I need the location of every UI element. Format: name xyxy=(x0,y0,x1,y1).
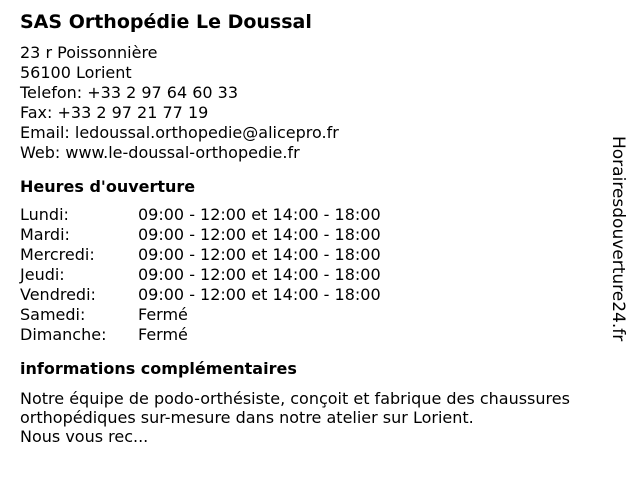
time-range: 09:00 - 12:00 et 14:00 - 18:00 xyxy=(138,285,381,304)
day-label: Dimanche: xyxy=(20,325,107,344)
address-street: 23 r Poissonnière xyxy=(20,43,158,62)
opening-hours-heading: Heures d'ouverture xyxy=(20,177,196,196)
day-label: Vendredi: xyxy=(20,285,96,304)
website-address: Web: www.le-doussal-orthopedie.fr xyxy=(20,143,300,162)
time-range: 09:00 - 12:00 et 14:00 - 18:00 xyxy=(138,265,381,284)
time-range: 09:00 - 12:00 et 14:00 - 18:00 xyxy=(138,245,381,264)
hours-row-monday xyxy=(20,205,440,225)
time-range: 09:00 - 12:00 et 14:00 - 18:00 xyxy=(138,205,381,224)
day-label: Lundi: xyxy=(20,205,69,224)
phone-number: Telefon: +33 2 97 64 60 33 xyxy=(20,83,239,102)
site-watermark: Horairesdouverture24.fr xyxy=(608,136,628,342)
additional-info-heading: informations complémentaires xyxy=(20,359,297,378)
additional-info-text xyxy=(20,389,620,446)
time-range: Fermé xyxy=(138,305,188,324)
time-range: 09:00 - 12:00 et 14:00 - 18:00 xyxy=(138,225,381,244)
business-card xyxy=(20,10,610,446)
description-line: Nous vous rec... xyxy=(20,427,149,446)
hours-row-sunday xyxy=(20,325,440,345)
fax-number: Fax: +33 2 97 21 77 19 xyxy=(20,103,209,122)
email-address: Email: ledoussal.orthopedie@alicepro.fr xyxy=(20,123,339,142)
description-line: Notre équipe de podo-orthésiste, conçoit et fabrique des chaussures xyxy=(20,389,570,408)
opening-hours-table xyxy=(20,205,440,345)
day-label: Mardi: xyxy=(20,225,70,244)
description-line: orthopédiques sur-mesure dans notre atelier sur Lorient. xyxy=(20,408,474,427)
hours-row-tuesday xyxy=(20,225,440,245)
contact-block xyxy=(20,43,610,163)
time-range: Fermé xyxy=(138,325,188,344)
address-city: 56100 Lorient xyxy=(20,63,132,82)
hours-row-saturday xyxy=(20,305,440,325)
day-label: Jeudi: xyxy=(20,265,65,284)
hours-row-friday xyxy=(20,285,440,305)
hours-row-wednesday xyxy=(20,245,440,265)
day-label: Mercredi: xyxy=(20,245,95,264)
business-name: SAS Orthopédie Le Doussal xyxy=(20,11,312,33)
hours-row-thursday xyxy=(20,265,440,285)
day-label: Samedi: xyxy=(20,305,86,324)
